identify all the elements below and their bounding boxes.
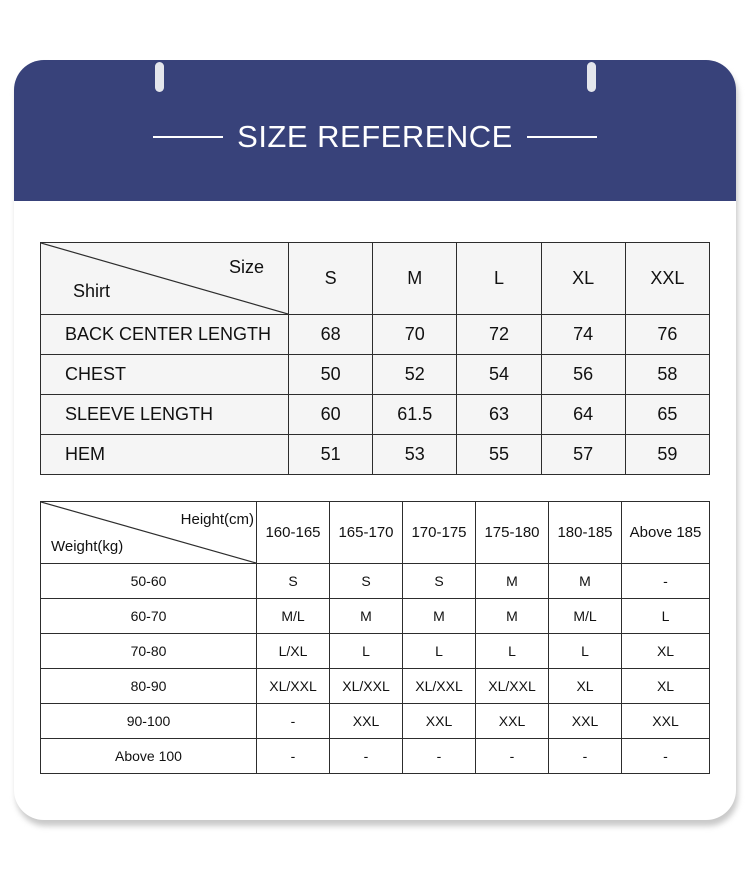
- shirt-header-row: [41, 243, 710, 315]
- row-label: SLEEVE LENGTH: [41, 395, 289, 435]
- table-cell: M: [476, 564, 549, 599]
- table-cell: 56: [541, 355, 625, 395]
- card-header: [14, 60, 736, 201]
- row-label: CHEST: [41, 355, 289, 395]
- table-cell: XXL: [476, 704, 549, 739]
- table-cell: L: [622, 599, 710, 634]
- table-cell: 65: [625, 395, 709, 435]
- binder-tab-left: [155, 62, 164, 92]
- table-cell: 55: [457, 435, 541, 475]
- table-cell: -: [549, 739, 622, 774]
- table-cell: L: [330, 634, 403, 669]
- table-row: [41, 704, 710, 739]
- row-label: 60-70: [41, 599, 257, 634]
- table-cell: -: [622, 739, 710, 774]
- table-cell: L/XL: [257, 634, 330, 669]
- table-cell: 70: [373, 315, 457, 355]
- table-cell: 54: [457, 355, 541, 395]
- height-header: 165-170: [330, 502, 403, 564]
- row-label: 50-60: [41, 564, 257, 599]
- table-cell: XL: [622, 669, 710, 704]
- table-cell: XL/XXL: [403, 669, 476, 704]
- table-cell: XL: [549, 669, 622, 704]
- table-row: [41, 739, 710, 774]
- table-cell: 58: [625, 355, 709, 395]
- table-cell: -: [330, 739, 403, 774]
- height-header-row: [41, 502, 710, 564]
- table-cell: 72: [457, 315, 541, 355]
- height-header: 160-165: [257, 502, 330, 564]
- title-wrap: [14, 116, 736, 158]
- size-header: XXL: [625, 243, 709, 315]
- table-cell: 74: [541, 315, 625, 355]
- height-header: Above 185: [622, 502, 710, 564]
- table-cell: XL/XXL: [257, 669, 330, 704]
- table-cell: XL: [622, 634, 710, 669]
- table-cell: 76: [625, 315, 709, 355]
- table-cell: M: [403, 599, 476, 634]
- shirt-label: Shirt: [73, 281, 111, 301]
- table-cell: L: [476, 634, 549, 669]
- weight-corner-cell: [41, 502, 257, 564]
- table-row: [41, 315, 710, 355]
- size-header: XL: [541, 243, 625, 315]
- table-cell: 63: [457, 395, 541, 435]
- table-cell: -: [622, 564, 710, 599]
- row-label: 70-80: [41, 634, 257, 669]
- table-cell: S: [257, 564, 330, 599]
- table-cell: 57: [541, 435, 625, 475]
- table-cell: 51: [289, 435, 373, 475]
- row-label: 80-90: [41, 669, 257, 704]
- table-cell: M/L: [257, 599, 330, 634]
- height-header: 175-180: [476, 502, 549, 564]
- weight-label: Weight(kg): [51, 538, 124, 555]
- table-row: [41, 435, 710, 475]
- size-header: S: [289, 243, 373, 315]
- table-row: [41, 564, 710, 599]
- height-header: 170-175: [403, 502, 476, 564]
- table-cell: 64: [541, 395, 625, 435]
- table-row: [41, 395, 710, 435]
- table-cell: M/L: [549, 599, 622, 634]
- table-cell: L: [403, 634, 476, 669]
- table-row: [41, 669, 710, 704]
- table-cell: M: [330, 599, 403, 634]
- table-cell: M: [476, 599, 549, 634]
- table-cell: 52: [373, 355, 457, 395]
- title-line-right: [527, 136, 597, 138]
- table-cell: 60: [289, 395, 373, 435]
- table-cell: 61.5: [373, 395, 457, 435]
- table-cell: XXL: [549, 704, 622, 739]
- table-cell: -: [476, 739, 549, 774]
- table-cell: -: [257, 739, 330, 774]
- table-row: [41, 634, 710, 669]
- table-cell: 50: [289, 355, 373, 395]
- table-cell: XXL: [330, 704, 403, 739]
- table-cell: XXL: [403, 704, 476, 739]
- table-cell: -: [403, 739, 476, 774]
- table-cell: -: [257, 704, 330, 739]
- table-row: [41, 599, 710, 634]
- shirt-size-table: [40, 242, 710, 475]
- table-row: [41, 355, 710, 395]
- table-cell: L: [549, 634, 622, 669]
- page-title: SIZE REFERENCE: [237, 119, 513, 154]
- row-label: HEM: [41, 435, 289, 475]
- table-cell: 59: [625, 435, 709, 475]
- height-weight-table: [40, 501, 710, 774]
- table-cell: XXL: [622, 704, 710, 739]
- height-header: 180-185: [549, 502, 622, 564]
- binder-tab-right: [587, 62, 596, 92]
- table-cell: S: [403, 564, 476, 599]
- row-label: 90-100: [41, 704, 257, 739]
- row-label: Above 100: [41, 739, 257, 774]
- size-header: M: [373, 243, 457, 315]
- size-header: L: [457, 243, 541, 315]
- row-label: BACK CENTER LENGTH: [41, 315, 289, 355]
- table-cell: S: [330, 564, 403, 599]
- title-line-left: [153, 136, 223, 138]
- table-cell: XL/XXL: [476, 669, 549, 704]
- shirt-corner-cell: [41, 243, 289, 315]
- table-cell: 68: [289, 315, 373, 355]
- table-cell: XL/XXL: [330, 669, 403, 704]
- size-label: Size: [228, 257, 264, 277]
- height-label: Height(cm): [180, 511, 254, 528]
- table-cell: M: [549, 564, 622, 599]
- diagonal-line: [41, 243, 288, 314]
- table-cell: 53: [373, 435, 457, 475]
